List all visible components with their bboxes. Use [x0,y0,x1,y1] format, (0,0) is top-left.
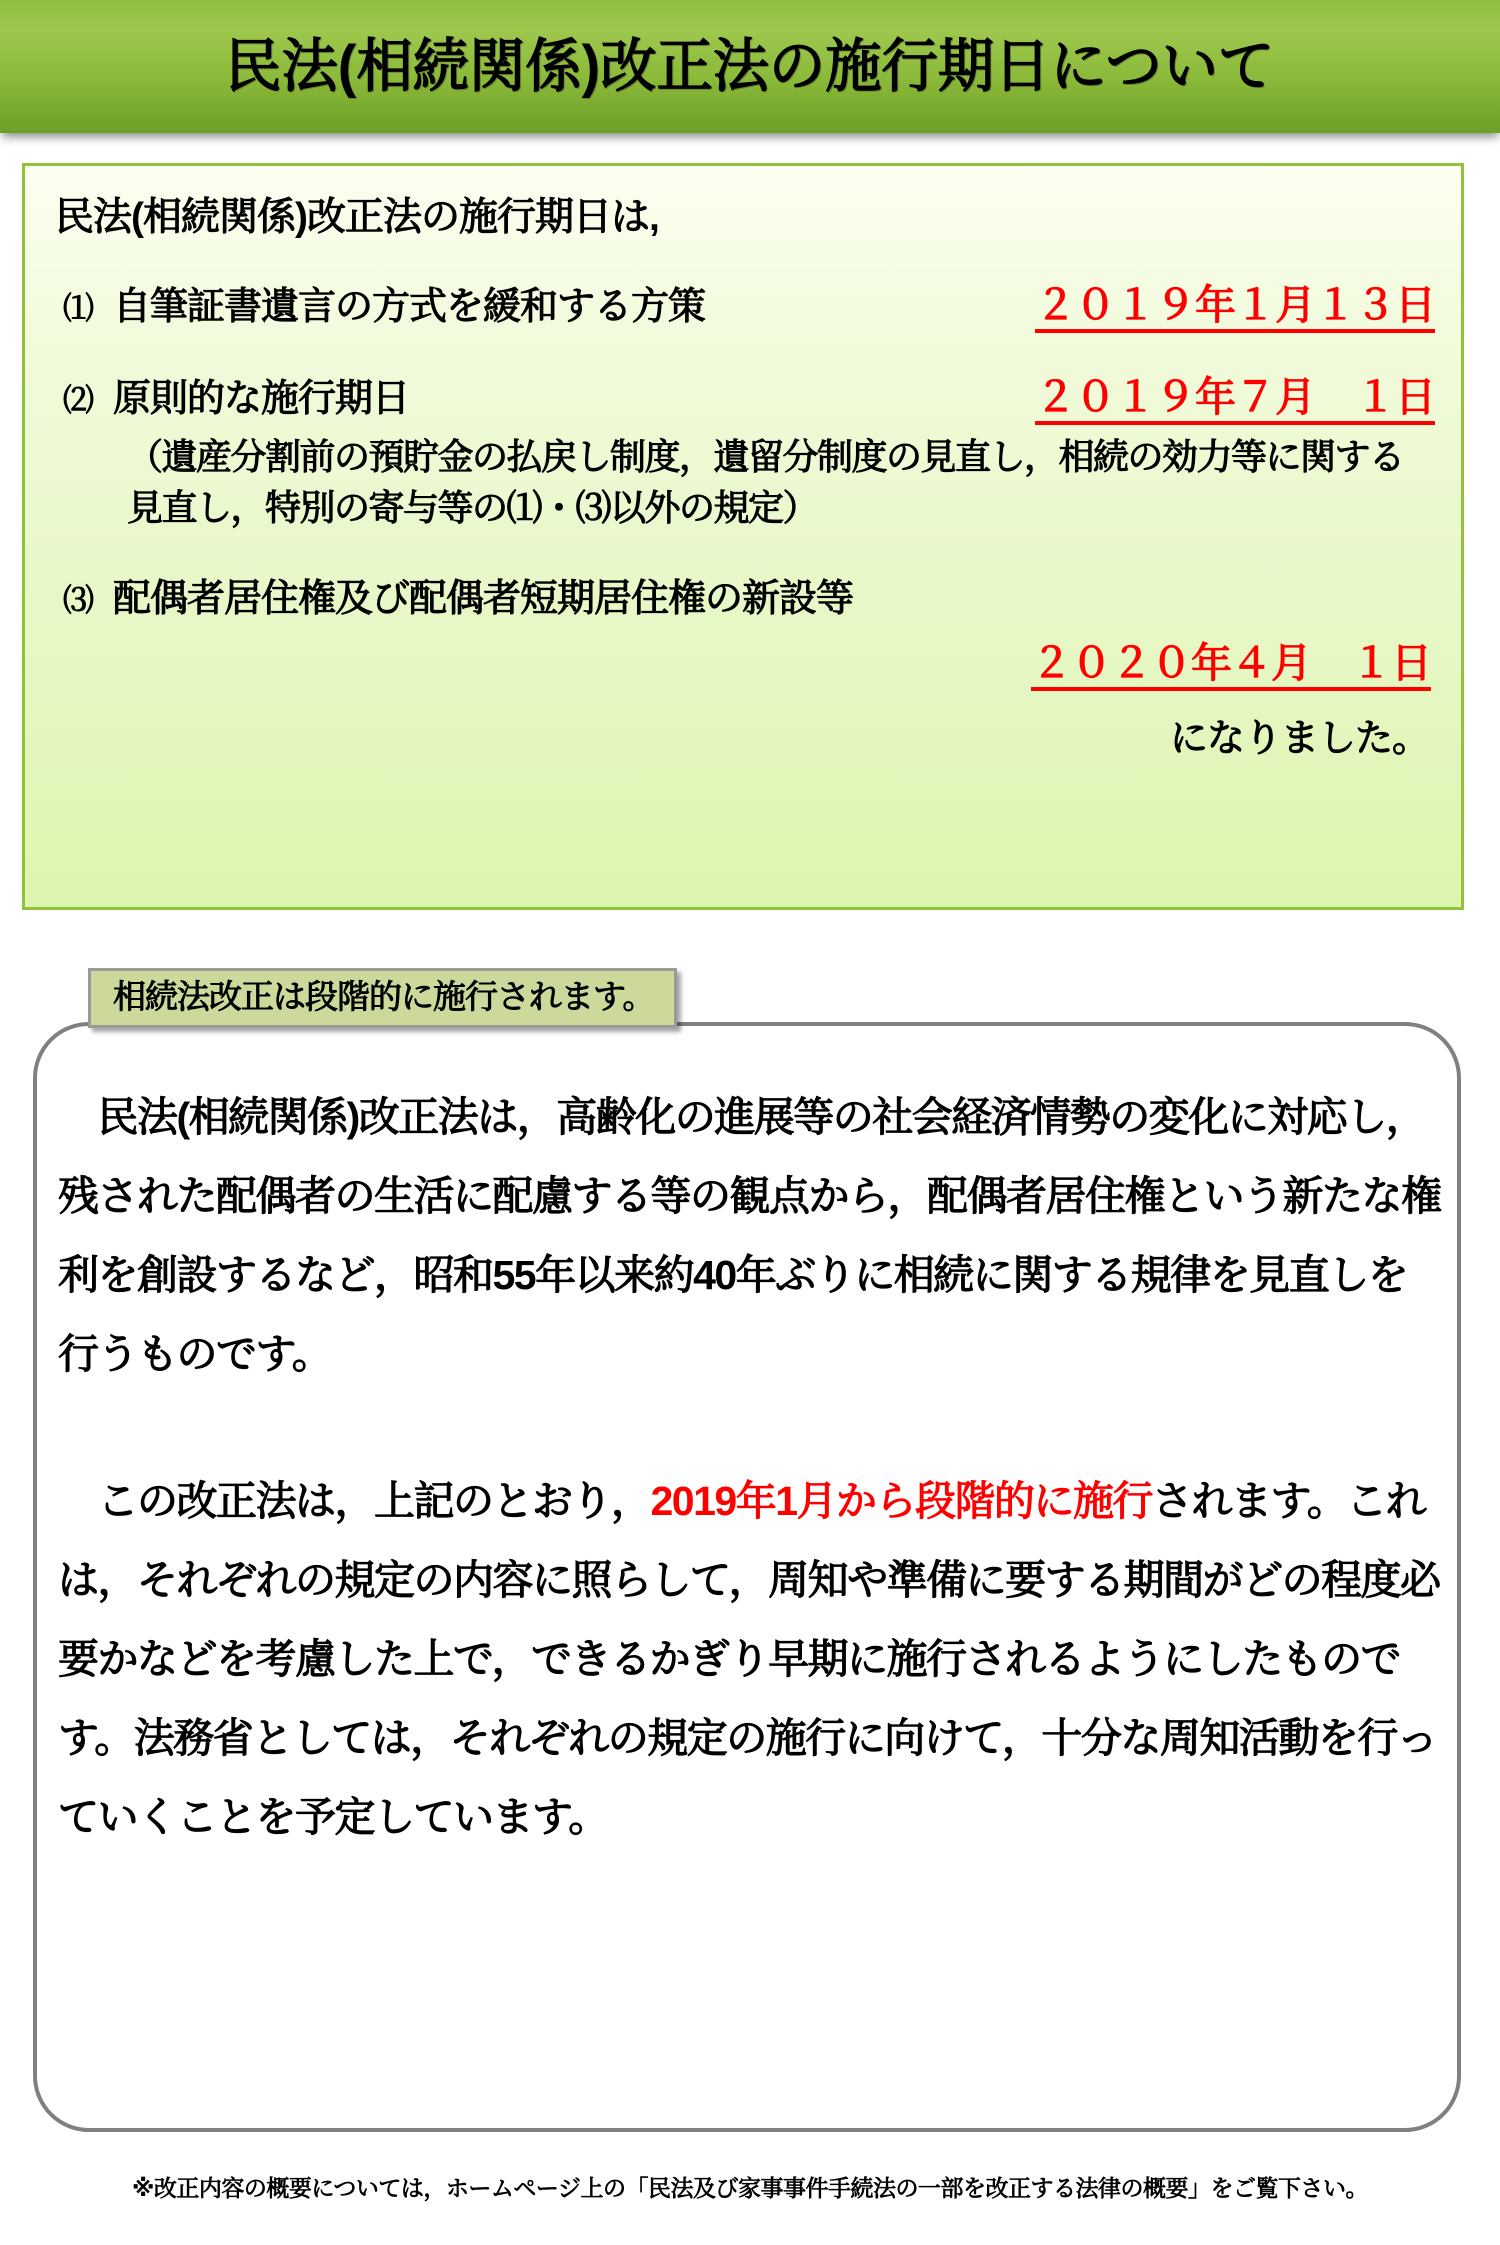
paragraph-2-part-b: されます。これは，それぞれの規定の内容に照らして，周知や準備に要する期間がどの程度必要かなどを考慮した上で，できるかぎり早期に施行されるようにしたものです。法務省としては，それぞれの規定の施行に向けて，十分な周知活動を行っていくことを予定しています。 [58,1478,1440,1840]
explanation-paragraph-2 [58,1462,1443,1857]
item-3-date: ２０２０年４月 １日 [1031,642,1431,691]
item-1-label: 自筆証書遺言の方式を緩和する方策 [113,285,706,328]
item-3-date-row [51,642,1435,691]
schedule-item-1 [51,275,1435,333]
explanation-body [58,1078,1443,1857]
item-3-number: ⑶ [63,583,94,619]
explanation-paragraph-1: 民法(相続関係)改正法は，高齢化の進展等の社会経済情勢の変化に対応し，残された配偶者の生活に配慮する等の観点から，配偶者居住権という新たな権利を創設するなど，昭和55年以来約40年ぶりに相続に関する規律を見直しを行うものです。 [58,1094,1441,1377]
footnote: ※改正内容の概要については，ホームページ上の「民法及び家事事件手続法の一部を改正する法律の概要」をご覧下さい。 [132,2175,1368,2201]
explanation-tab-label: 相続法改正は段階的に施行されます。 [113,978,655,1015]
paragraph-2-part-a: この改正法は，上記のとおり， [58,1478,651,1524]
schedule-item-3 [51,567,1435,622]
item-1-date: ２０１９年１月１３日 [1035,284,1435,333]
item-3-label: 配偶者居住権及び配偶者短期居住権の新設等 [113,578,854,621]
item-2-number: ⑵ [63,382,94,418]
schedule-panel [22,163,1464,910]
item-2-detail: （遺産分割前の預貯金の払戻し制度，遺留分制度の見直し，相続の効力等に関する見直し，特別の寄与等の⑴・⑶以外の規定） [127,435,1404,529]
page-title: 民法(相続関係)改正法の施行期日について [225,33,1275,99]
explanation-tab [88,968,677,1028]
item-1-number: ⑴ [63,290,94,326]
item-2-label: 原則的な施行期日 [113,377,410,420]
title-banner [0,0,1500,133]
item-2-date: ２０１９年７月 １日 [1035,376,1435,425]
schedule-intro: 民法(相続関係)改正法の施行期日は, [55,196,659,239]
schedule-item-2 [51,367,1435,425]
schedule-closing: になりました。 [1169,718,1429,761]
paragraph-2-highlight: 2019年1月から段階的に施行 [650,1478,1153,1524]
